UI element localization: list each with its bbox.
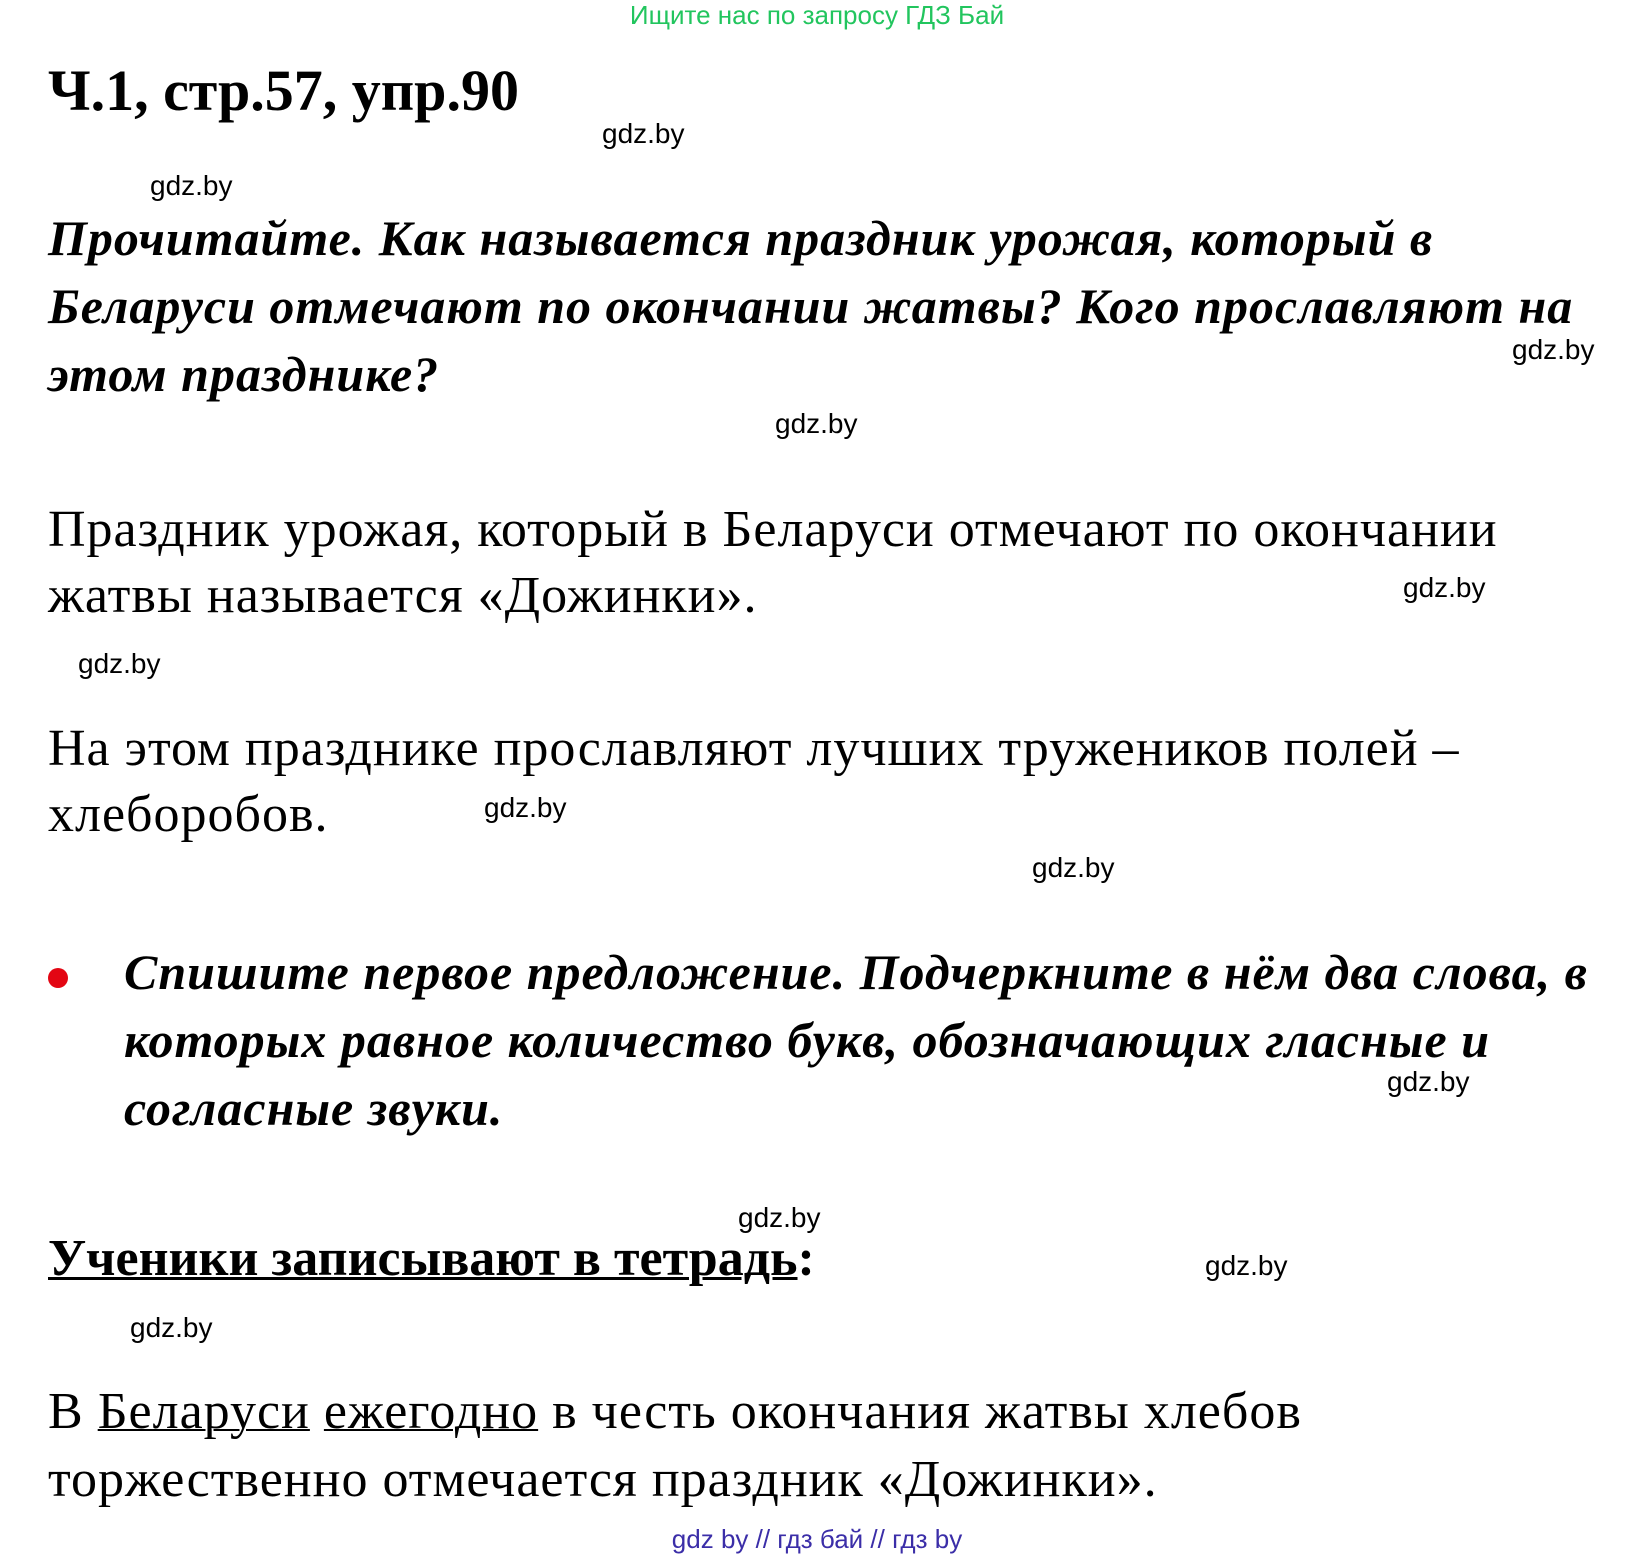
watermark: gdz.by [602, 118, 685, 149]
answer-paragraph-2: На этом празднике прославляют лучших тружеников полей – хлеборобов. [48, 720, 1460, 843]
notebook-heading-colon: : [797, 1230, 815, 1287]
footer-watermark: gdz by // гдз бай // гдз by [671, 1524, 963, 1554]
answer-paragraph-1: Праздник урожая, который в Беларуси отмечают по окончании жатвы называется «Дожинки». [48, 501, 1498, 624]
task-instruction-2: Спишите первое предложение. Подчеркните в нём два слова, в которых равное количество букв, обозначающих гласные и согласные звуки. [124, 944, 1588, 1136]
search-banner: Ищите нас по запросу ГДЗ Бай [629, 0, 1005, 30]
exercise-title: Ч.1, стр.57, упр.90 [48, 58, 519, 123]
sentence-rest: в честь окончания жатвы хлебов торжественно отмечается праздник «Дожинки». [48, 1383, 1302, 1508]
watermark: gdz.by [1032, 852, 1115, 883]
notebook-heading-text: Ученики записывают в тетрадь [48, 1230, 798, 1287]
watermark: gdz.by [1205, 1250, 1288, 1281]
watermark: gdz.by [78, 648, 161, 679]
watermark: gdz.by [150, 170, 233, 201]
underlined-word-2: ежегодно [323, 1383, 539, 1440]
watermark: gdz.by [484, 792, 567, 823]
red-dot-bullet-icon [48, 968, 68, 988]
underlined-word-1: Беларуси [97, 1383, 310, 1440]
notebook-heading [48, 1226, 815, 1292]
watermark: gdz.by [1512, 334, 1595, 365]
task-question: Прочитайте. Как называется праздник урожая, который в Беларуси отмечают по окончании жатвы? Кого прославляют на этом празднике? [48, 210, 1574, 402]
notebook-sentence [48, 1378, 1608, 1514]
watermark: gdz.by [130, 1312, 213, 1343]
watermark: gdz.by [738, 1202, 821, 1233]
watermark: gdz.by [775, 408, 858, 439]
watermark: gdz.by [1403, 572, 1486, 603]
sentence-start: В [48, 1383, 84, 1440]
watermark: gdz.by [1387, 1066, 1470, 1097]
